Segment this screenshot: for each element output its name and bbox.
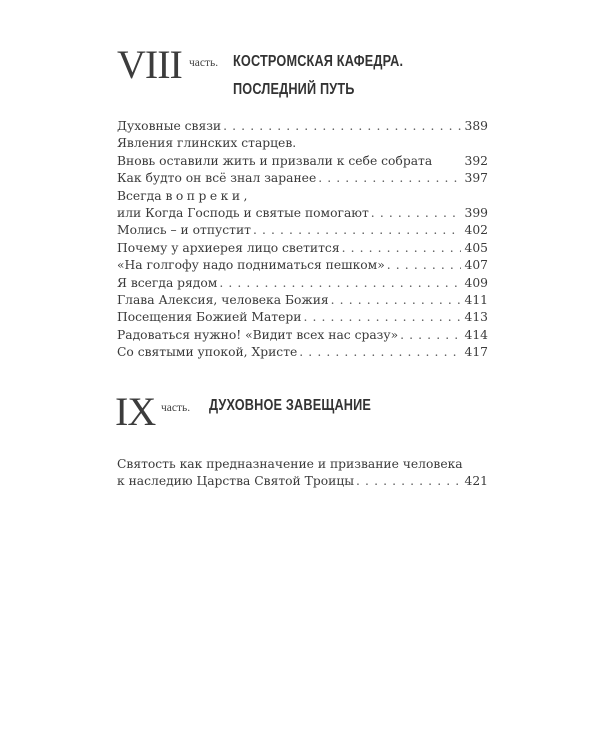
toc-entry[interactable] (117, 118, 488, 135)
toc-entry-page: 389 (464, 119, 488, 133)
toc-entry-page: 407 (464, 258, 488, 273)
part-label: часть. (161, 402, 191, 414)
toc-entry[interactable] (117, 135, 488, 152)
leader-dots (223, 118, 460, 135)
toc-entry[interactable] (117, 170, 488, 187)
part-title-line-1: ДУХОВНОЕ ЗАВЕЩАНИЕ (209, 397, 372, 414)
toc-entry-page: 392 (464, 153, 488, 168)
toc-entry-title: Молись – и отпустит (117, 223, 251, 238)
toc-entry-page: 421 (464, 474, 488, 489)
leader-dots (356, 473, 460, 490)
leader-dots (303, 309, 460, 326)
toc-entry[interactable] (117, 222, 488, 239)
toc-entry[interactable] (117, 473, 488, 490)
toc-entry-title: Всегда вопреки, (117, 188, 248, 203)
toc-entry-title: Глава Алексия, человека Божия (117, 292, 329, 307)
toc-entry-title: Со святыми упокой, Христе (117, 345, 298, 360)
toc-entry[interactable] (117, 257, 488, 274)
leader-dots (331, 292, 461, 309)
toc-entry[interactable] (117, 292, 488, 309)
toc-entry[interactable] (117, 309, 488, 326)
leader-dots (299, 344, 460, 361)
toc-entry-title: Духовные связи (117, 119, 222, 133)
part-numeral: IX (115, 389, 156, 434)
toc-entry-title: «На голгофу надо подниматься пешком» (117, 258, 385, 273)
part-ix-toc (117, 456, 488, 491)
leader-dots (371, 205, 461, 222)
toc-entry-page: 409 (464, 275, 488, 290)
part-numeral: VIII (117, 42, 182, 87)
spaced-emphasis: вопреки (165, 188, 244, 203)
leader-dots (400, 327, 460, 344)
toc-entry-page: 414 (464, 327, 488, 342)
toc-entry-page: 405 (464, 240, 488, 255)
toc-entry-title: или Когда Господь и святые помогают (117, 205, 369, 220)
part-viii-toc (117, 118, 488, 361)
leader-dots (387, 257, 461, 274)
toc-entry-page: 397 (464, 171, 488, 186)
toc-entry-page: 402 (464, 223, 488, 238)
toc-entry-title: Я всегда рядом (117, 275, 218, 290)
leader-dots (219, 275, 460, 292)
toc-entry-title: Как будто он всё знал заранее (117, 171, 317, 186)
toc-entry-title: Почему у архиерея лицо светится (117, 240, 340, 255)
toc-entry-title: Святость как предназначение и призвание человека (117, 457, 463, 471)
toc-entry[interactable] (117, 153, 488, 170)
toc-entry[interactable] (117, 327, 488, 344)
part-label: часть. (189, 57, 219, 69)
toc-entry[interactable] (117, 456, 488, 473)
toc-entry-title: Явления глинских старцев. (117, 136, 297, 151)
toc-entry-title: к наследию Царства Святой Троицы (117, 474, 355, 489)
toc-entry-page: 417 (464, 345, 488, 360)
leader-dots (318, 170, 460, 187)
toc-entry[interactable] (117, 240, 488, 257)
leader-dots (342, 240, 461, 257)
toc-entry-title: Посещения Божией Матери (117, 310, 302, 325)
toc-entry-title: Радоваться нужно! «Видит всех нас сразу» (117, 327, 399, 342)
toc-entry-page: 413 (464, 310, 488, 325)
part-title-line-2: ПОСЛЕДНИЙ ПУТЬ (233, 81, 355, 98)
toc-entry-title: Вновь оставили жить и призвали к себе собрата (117, 153, 433, 168)
toc-entry[interactable] (117, 344, 488, 361)
toc-entry-page: 399 (464, 205, 488, 220)
toc-entry-page: 411 (464, 292, 488, 307)
toc-entry[interactable] (117, 205, 488, 222)
part-title-line-1: КОСТРОМСКАЯ КАФЕДРА. (233, 53, 404, 70)
toc-entry[interactable] (117, 188, 488, 205)
toc-entry[interactable] (117, 275, 488, 292)
leader-dots (253, 222, 461, 239)
